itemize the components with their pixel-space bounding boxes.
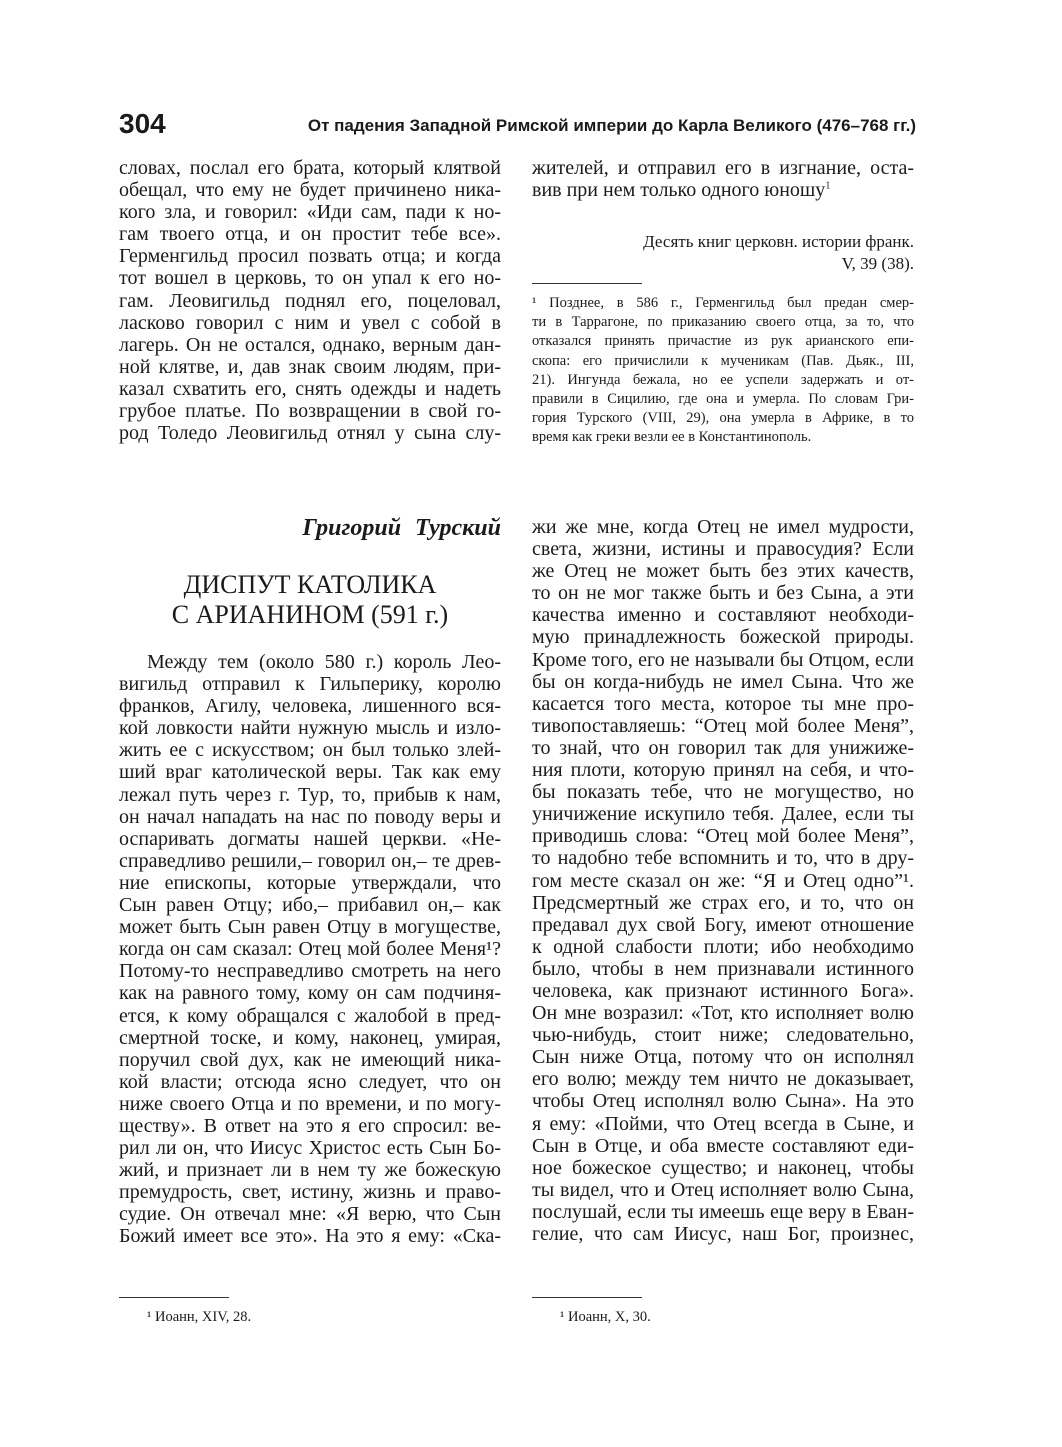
source-line: V, 39 (38).: [841, 254, 914, 274]
text-line: приводишь слова: “Отец мой более Меня”,: [532, 825, 914, 848]
footnote-line: гория Турского (VIII, 29), она умерла в Африке, в то: [532, 410, 914, 427]
text-line: Между тем (около 580 г.) король Лео-: [147, 651, 501, 673]
text-line: обещал, что ему не будет причинено ника-: [119, 179, 501, 202]
text-line: было, чтобы в нем признавали истинного: [532, 957, 914, 980]
text-line: ной клятве, и, дав знак своим людям, при-: [119, 355, 501, 378]
footnote-line: ти в Таррагоне, по приказанию своего отца, за то, что: [532, 314, 914, 331]
text-line: послушай, если ты имеешь еще веру в Еван-: [532, 1200, 914, 1223]
text-line: к одной слабости плоти; ибо необходимо: [532, 935, 914, 958]
text-line: словах, послал его брата, который клятвой: [119, 157, 501, 179]
footnote-line: ¹ Иоанн, X, 30.: [560, 1309, 651, 1325]
text-line: жить ее с искусством; он был только злей-: [119, 739, 501, 762]
title-line: С АРИАНИНОМ (591 г.): [171, 600, 449, 629]
body-left: [119, 651, 501, 1248]
text-line: рил ли он, что Иисус Христос есть Сын Бо-: [119, 1137, 501, 1160]
text-line: Он мне возразил: «Тот, кто исполняет волю: [532, 1002, 914, 1025]
text-line: жителей, и отправил его в изгнание, оста-: [532, 157, 914, 179]
footnote-line: 21). Ингунда бежала, но ее успели задержать и от-: [532, 371, 914, 388]
section-title: [119, 570, 501, 630]
text-line: человека, как признают истинного Бога».: [532, 979, 914, 1002]
footnote-right: [532, 1308, 942, 1327]
text-line: ное божеское существо; и наконец, чтобы: [532, 1156, 914, 1179]
text-line: бы показать тебе, что не могущество, но: [532, 781, 914, 804]
footnote-line: ¹ Позднее, в 586 г., Герменгильд был предан смер-: [532, 295, 914, 311]
text-line: Сын в Отце, и оба вместе составляют еди-: [532, 1134, 914, 1157]
text-line: лагерь. Он не остался, однако, верным дан-: [119, 333, 501, 356]
text-line: как на равного тому, кому он сам подчиня-: [119, 982, 501, 1005]
running-title: От падения Западной Римской империи до Карла Великого (476–768 гг.): [307, 116, 916, 135]
text-line: когда он сам сказал: Отец мой более Меня¹?: [119, 938, 501, 961]
source-citation: [532, 231, 914, 275]
text-line: вигильд отправил к Гильперику, королю: [119, 673, 501, 696]
text-line: же Отец не может быть без этих качеств,: [532, 560, 914, 583]
text-line: гам твоего отца, и он простит тебе все».: [119, 223, 501, 246]
top-right-text: [532, 157, 914, 201]
text-line: предавал дух свой Богу, имеют отношение: [532, 913, 914, 936]
text-line: франков, Агилу, человека, лишенного вся-: [119, 695, 501, 718]
text-line: касается того места, которое ты мне про-: [532, 692, 914, 715]
text-line: премудрость, свет, истину, жизнь и право-: [119, 1181, 501, 1204]
title-line: ДИСПУТ КАТОЛИКА: [183, 570, 437, 599]
text-line: лежал путь через г. Тур, то, прибыв к нам,: [119, 783, 501, 806]
source-line: Десять книг церковн. истории франк.: [643, 232, 914, 251]
footnote-line: правили в Сицилию, где она и умерла. По словам Гри-: [532, 390, 914, 407]
body-right: [532, 516, 914, 1245]
text-line: Герменгильд просил позвать отца; и когда: [119, 245, 501, 268]
text-line: кой власти; отсюда ясно следует, что он: [119, 1070, 501, 1093]
text-line: оспаривать догматы нашей церкви. «Не-: [119, 827, 501, 850]
text-line: судие. Он отвечал мне: «Я верю, что Сын: [119, 1203, 501, 1226]
footnote-top: [532, 294, 914, 448]
text-line: тот вошел в церковь, то он упал к его но-: [119, 267, 501, 290]
text-line: тивопоставляешь: “Отец мой более Меня”,: [532, 714, 914, 737]
text-line: может быть Сын равен Отцу в могуществе,: [119, 916, 501, 939]
top-left-text: [119, 157, 501, 444]
text-line: его волю; между тем ничто не доказывает,: [532, 1068, 914, 1091]
text-line: грубое платье. По возвращении в свой го-: [119, 400, 501, 423]
footnote-line: ¹ Иоанн, XIV, 28.: [147, 1309, 252, 1325]
text-line: гом месте сказал он же: “Я и Отец одно”¹.: [532, 869, 914, 892]
text-line: кой ловкости найти нужную мысль и изло-: [119, 717, 501, 740]
text-line: ществу». В ответ на это я его спросил: ве-: [119, 1114, 501, 1137]
text-line: чью-нибудь, стоит ниже; следовательно,: [532, 1024, 914, 1047]
text-line: Сын равен Отцу; ибо,– прибавил он,– как: [119, 894, 501, 917]
text-line: он начал нападать на нас по поводу веры и: [119, 805, 501, 828]
text-line: Предсмертный же страх его, и то, что он: [532, 891, 914, 914]
text-line: света, жизни, истины и правосудия? Если: [532, 538, 914, 561]
text-line: ется, к кому обращался с жалобой в пред-: [119, 1004, 501, 1027]
text-line: гам. Леовигильд поднял его, поцеловал,: [119, 289, 501, 312]
text-line: ние епископы, которые утверждали, что: [119, 871, 501, 894]
text-line: Сын ниже Отца, потому что он исполнял: [532, 1046, 914, 1069]
text-line: ший враг католической веры. Так как ему: [119, 761, 501, 784]
text-line: то он не мог также быть и без Сына, а эти: [532, 582, 914, 605]
text-line: казал схватить его, снять одежды и надеть: [119, 377, 501, 400]
footnote-left: [119, 1308, 529, 1327]
text-line: ты видел, что и Отец исполняет волю Сына,: [532, 1178, 914, 1201]
text-line: Потому-то несправедливо смотреть на него: [119, 960, 501, 983]
text-line: гелие, что сам Иисус, наш Бог, произнес,: [532, 1223, 914, 1245]
text-line: бы он когда-нибудь не имел Сына. Что же: [532, 670, 914, 693]
text-line: Кроме того, его не называли бы Отцом, если: [532, 648, 914, 671]
text-line: я ему: «Пойми, что Отец всегда в Сыне, и: [532, 1112, 914, 1135]
text-line: жий, и признает ли в нем ту же божескую: [119, 1159, 501, 1182]
footnote-mark: 1: [825, 180, 831, 192]
text-line: Божий имеет все это». На это я ему: «Ска-: [119, 1225, 501, 1248]
text-line: жи же мне, когда Отец не имел мудрости,: [532, 516, 914, 538]
text-line: то надобно тебе вспомнить и то, что в дру-: [532, 847, 914, 870]
footnote-line: время как греки везли ее в Константинополь.: [532, 429, 812, 446]
text-line: смертной тоске, и кому, наконец, умирая,: [119, 1026, 501, 1049]
page-number: 304: [119, 108, 166, 139]
footnote-line: скопа: его причислили к мученикам (Пав. Дьяк., III,: [532, 352, 914, 369]
text-line: ниже своего Отца и по времени, и по могу-: [119, 1092, 501, 1115]
text-line: уничижение искупило тебя. Далее, если ты: [532, 803, 914, 826]
footnote-rule: [532, 1297, 642, 1298]
text-line: кого зла, и говорил: «Иди сам, пади к но-: [119, 201, 501, 224]
text-line: род Толедо Леовигильд отнял у сына слу-: [119, 422, 501, 445]
text-line: ласково говорил с ним и увел с собой в: [119, 311, 501, 334]
text-line: качества именно и составляют необходи-: [532, 604, 914, 627]
text-line: вив при нем только одного юношу$^1$: [532, 179, 831, 202]
text-line: чтобы Отец исполнял волю Сына». На это: [532, 1090, 914, 1113]
text-line: справедливо решили,– говорил он,– те древ-: [119, 849, 501, 872]
text-line: мую принадлежность божеской природы.: [532, 626, 914, 649]
footnote-rule: [119, 1297, 229, 1298]
text-line: ния плоти, которую принял на себя, и что-: [532, 759, 914, 782]
footnote-rule: [532, 283, 642, 284]
text-line: то знай, что он говорил так для унижиже-: [532, 736, 914, 759]
footnote-line: отказался принять причастие из рук арианского епи-: [532, 333, 914, 350]
author-name: Григорий Турский: [302, 515, 501, 541]
text-line: поручил свой дух, как не имеющий ника-: [119, 1048, 501, 1071]
